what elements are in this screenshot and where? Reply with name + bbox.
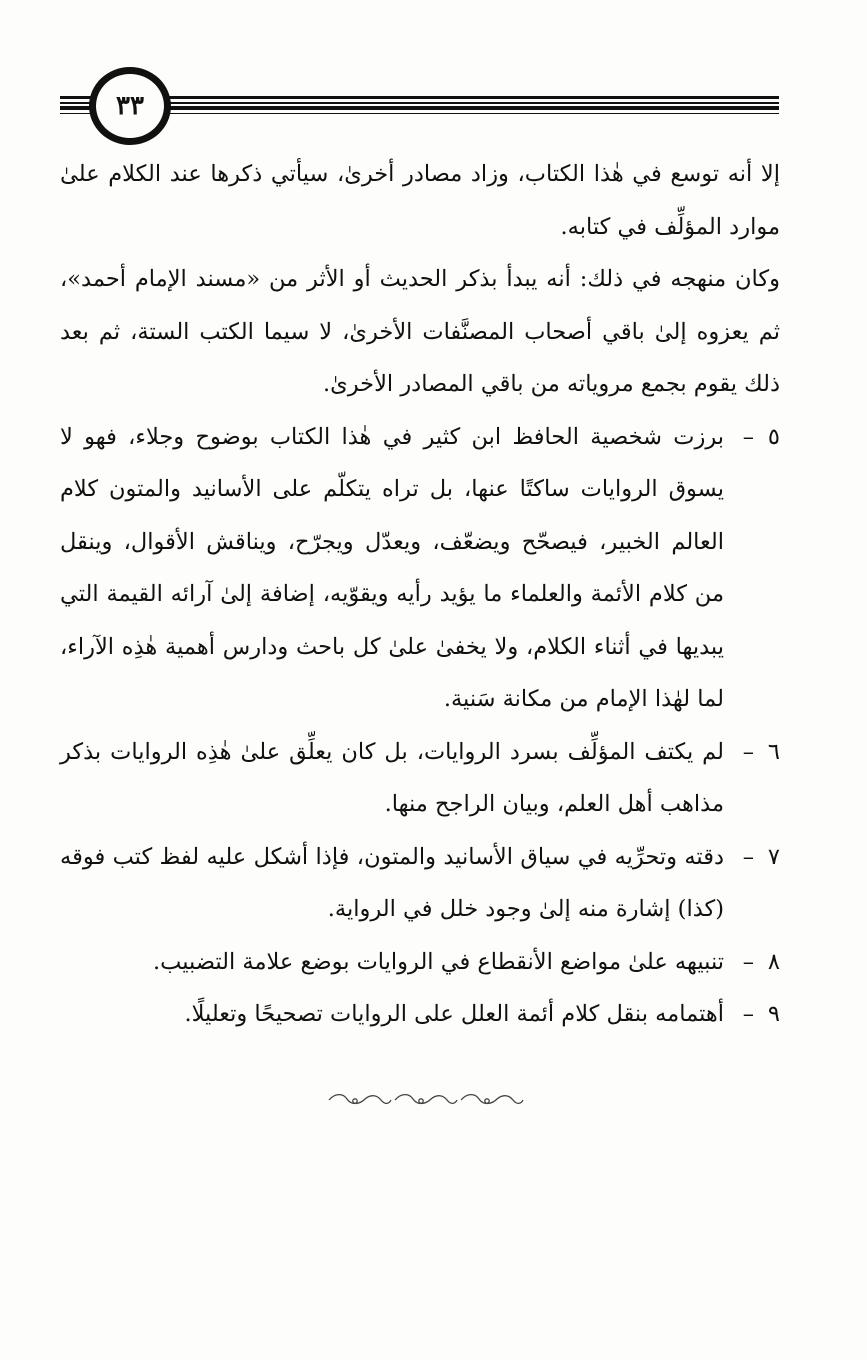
item-number: ٥ — [767, 423, 780, 450]
item-text: برزت شخصية الحافظ ابن كثير في هٰذا الكتاب بوضوح وجلاء، فهو لا يسوق الروايات ساكتًا عنها، بل تراه يتكلّم على الأسانيد والمتون كلام العالم الخبير، فيصحّح ويضعّف، ويعدّل ويجرّح، ويناقش الأقوال، وينقل من كلام الأئمة والعلماء ما يؤيد رأيه ويقوّيه، إضافة إلىٰ آرائه القيمة التي يبديها في أثناء الكلام، ولا يخفىٰ علىٰ كل باحث ودارس أهمية هٰذِه الآراء، لما لهٰذا الإمام من مكانة سَنية. — [60, 423, 724, 712]
item-number: ٩ — [767, 1001, 780, 1027]
item-text: لم يكتف المؤلِّف بسرد الروايات، بل كان يعلِّق علىٰ هٰذِه الروايات بذكر مذاهب أهل العلم، وبيان الراجح منها. — [60, 738, 724, 817]
page-body — [60, 148, 780, 1041]
paragraph: إلا أنه توسع في هٰذا الكتاب، وزاد مصادر أخرىٰ، سيأتي ذكرها عند الكلام علىٰ موارد المؤلِّف في كتابه. — [60, 161, 780, 240]
list-item — [60, 726, 780, 831]
item-number: ٨ — [767, 948, 780, 975]
item-dash: – — [742, 843, 754, 870]
item-dash: – — [742, 738, 754, 765]
item-number: ٦ — [767, 738, 780, 765]
item-dash: – — [742, 948, 754, 975]
item-text: أهتمامه بنقل كلام أئمة العلل على الروايات تصحيحًا وتعليلًا. — [184, 1001, 724, 1027]
end-ornament-icon — [325, 1090, 525, 1110]
item-text: دقته وتحرِّيه في سياق الأسانيد والمتون، فإذا أشكل عليه لفظ كتب فوقه (كذا) إشارة منه إلىٰ وجود خلل في الرواية. — [60, 843, 724, 922]
page-header — [0, 0, 867, 160]
item-dash: – — [742, 423, 754, 450]
item-text: تنبيهه علىٰ مواضع الأنقطاع في الروايات بوضع علامة التضبيب. — [153, 948, 724, 975]
list-item — [60, 831, 780, 936]
item-dash: – — [742, 1001, 754, 1027]
item-number: ٧ — [767, 843, 780, 870]
list-item — [60, 411, 780, 726]
page-number: ٣٣ — [89, 67, 171, 145]
list-item — [60, 936, 780, 989]
list-item — [60, 988, 780, 1041]
paragraph: وكان منهجه في ذلك: أنه يبدأ بذكر الحديث أو الأثر من «مسند الإمام أحمد»، ثم يعزوه إلىٰ باقي أصحاب المصنَّفات الأخرىٰ، لا سيما الكتب الستة، ثم بعد ذلك يقوم بجمع مروياته من باقي المصادر الأخرىٰ. — [60, 266, 780, 397]
